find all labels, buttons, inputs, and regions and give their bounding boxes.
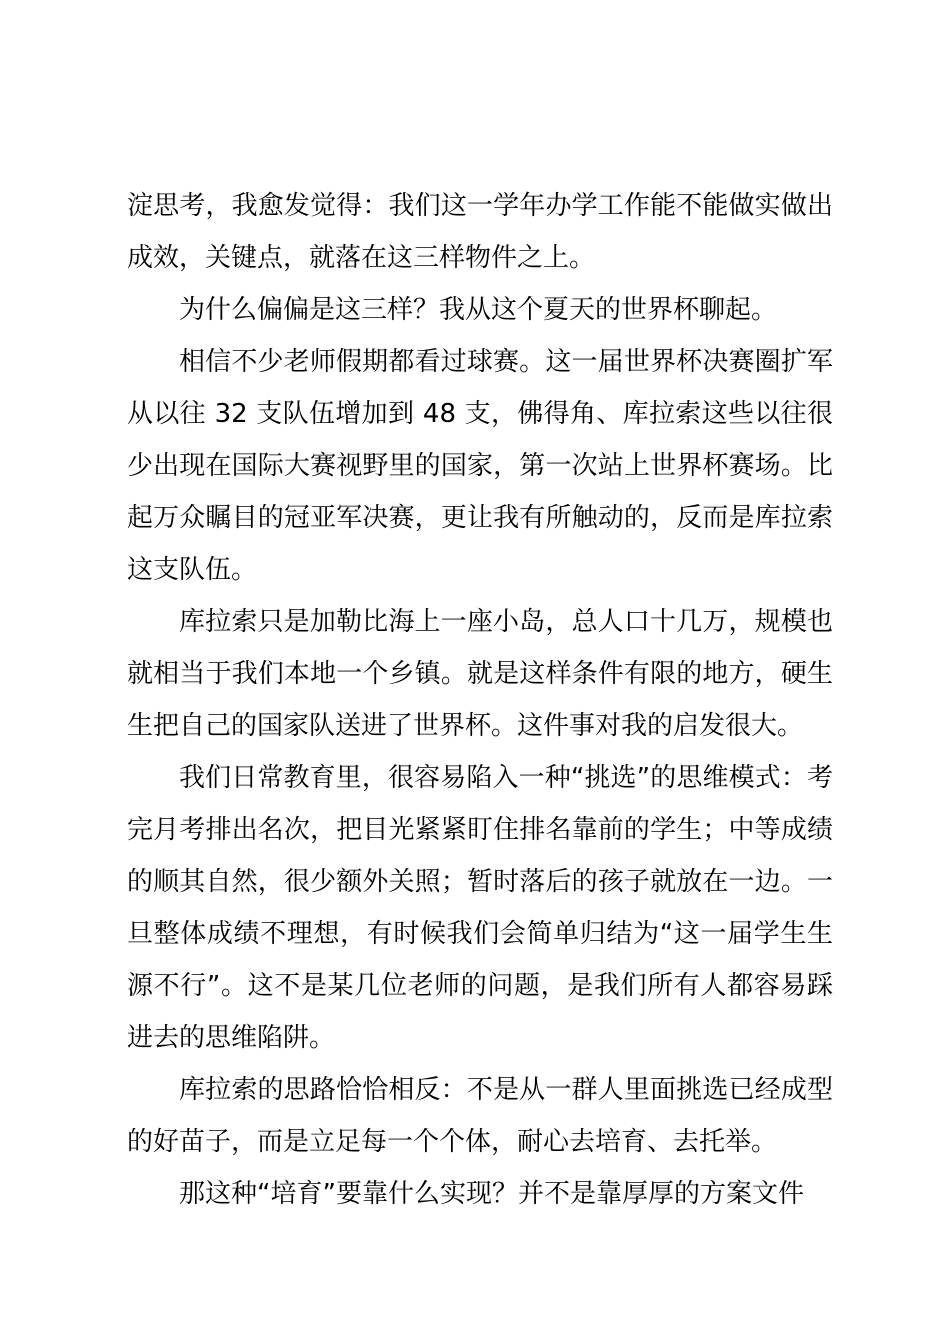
paragraph-3: 相信不少老师假期都看过球赛。这一届世界杯决赛圈扩军从以往 32 支队伍增加到 48 支，佛得角、库拉索这些以往很少出现在国际大赛视野里的国家，第一次站上世界杯赛场。比起万众瞩目的冠亚军决赛，更让我有所触动的，反而是库拉索这支队伍。 — [127, 347, 833, 585]
paragraph-6: 库拉索的思路恰恰相反：不是从一群人里面挑选已经成型的好苗子，而是立足每一个个体，耐心去培育、去托举。 — [127, 1075, 833, 1157]
paragraph-5: 我们日常教育里，很容易陷入一种“挑选”的思维模式：考完月考排出名次，把目光紧紧盯住排名靠前的学生；中等成绩的顺其自然，很少额外关照；暂时落后的孩子就放在一边。一旦整体成绩不理想，有时候我们会简单归结为“这一届学生生源不行”。这不是某几位老师的问题，是我们所有人都容易踩进去的思维陷阱。 — [127, 763, 833, 1053]
paragraph-2: 为什么偏偏是这三样？我从这个夏天的世界杯聊起。 — [179, 295, 778, 325]
document-body — [127, 180, 833, 1220]
paragraph-1: 淀思考，我愈发觉得：我们这一学年办学工作能不能做实做出成效，关键点，就落在这三样物件之上。 — [127, 191, 833, 273]
paragraph-4: 库拉索只是加勒比海上一座小岛，总人口十几万，规模也就相当于我们本地一个乡镇。就是这样条件有限的地方，硬生生把自己的国家队送进了世界杯。这件事对我的启发很大。 — [127, 607, 833, 741]
paragraph-7: 那这种“培育”要靠什么实现？并不是靠厚厚的方案文件 — [179, 1179, 804, 1209]
